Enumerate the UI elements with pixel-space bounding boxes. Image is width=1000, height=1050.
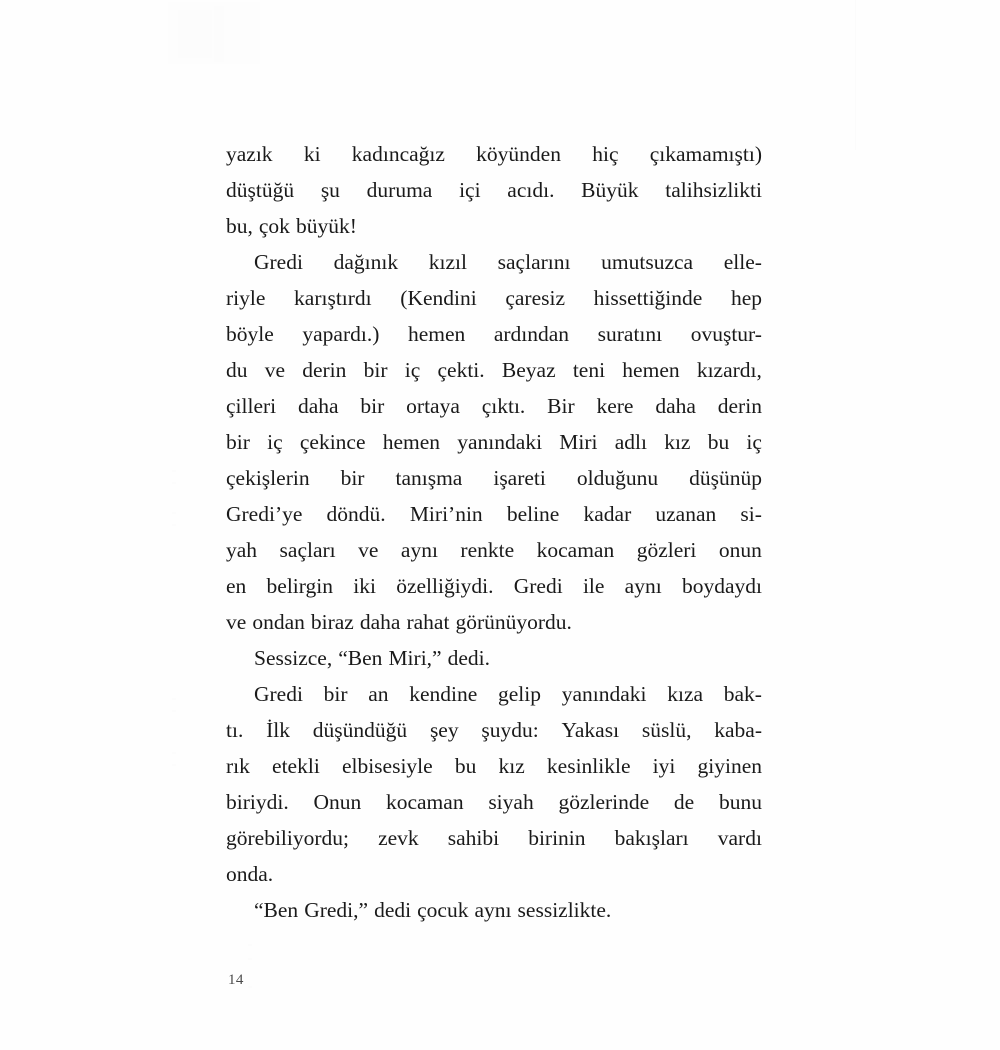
word: dedi. (447, 646, 491, 670)
word: özelliğiydi. (396, 574, 494, 598)
word: iç (404, 358, 421, 382)
word: iyi (652, 754, 676, 778)
word: hep (730, 286, 762, 310)
word: ovuştur- (690, 322, 762, 346)
word: daha (297, 394, 339, 418)
word: gözlerinde (558, 790, 650, 814)
word: kıza (667, 682, 704, 706)
word: şu (320, 178, 340, 202)
word: Sessizce, (254, 646, 333, 670)
word: şey (429, 718, 459, 742)
word: (Kendini (400, 286, 477, 310)
text-line (226, 784, 762, 820)
word: rahat (406, 610, 450, 634)
word: kocaman (536, 538, 615, 562)
word: zevk (378, 826, 419, 850)
text-line (226, 568, 762, 604)
word: Onun (313, 790, 362, 814)
text-line (226, 244, 762, 280)
word: tanışma (395, 466, 463, 490)
word: kocaman (385, 790, 464, 814)
word: vardı (717, 826, 762, 850)
scan-speck (172, 764, 176, 766)
word: duruma (366, 178, 433, 202)
word: talihsizlikti (665, 178, 762, 202)
word: kadıncağız (351, 142, 445, 166)
word: birinin (528, 826, 586, 850)
text-line (226, 316, 762, 352)
word: biraz (310, 610, 354, 634)
word: kız (664, 430, 691, 454)
word: en (226, 574, 247, 598)
word: hemen (622, 358, 680, 382)
word: çekti. (437, 358, 485, 382)
word: döndü. (326, 502, 386, 526)
word: Miri (559, 430, 598, 454)
scan-speck (172, 710, 176, 712)
word: onun (718, 538, 762, 562)
word: hemen (407, 322, 466, 346)
word: aynı (624, 574, 662, 598)
body-text (226, 136, 762, 928)
word: Gredi (254, 682, 303, 706)
text-line (226, 676, 762, 712)
word: bir (363, 358, 388, 382)
word: elle- (723, 250, 762, 274)
word: aynı (400, 538, 438, 562)
word: ki (303, 142, 321, 166)
word: kız (498, 754, 525, 778)
word: Miri,” (388, 646, 442, 670)
text-line (226, 424, 762, 460)
text-line (226, 460, 762, 496)
word: si- (740, 502, 762, 526)
page-number: 14 (228, 972, 244, 988)
word: Gredi’ye (226, 502, 303, 526)
word: tı. (226, 718, 244, 742)
text-line (226, 892, 762, 928)
word: çıktı. (481, 394, 526, 418)
word: iki (353, 574, 376, 598)
word: çaresiz (505, 286, 566, 310)
word: uzanan (655, 502, 717, 526)
word: siyah (488, 790, 534, 814)
word: hemen (382, 430, 441, 454)
text-line (226, 496, 762, 532)
word: kesinlikle (546, 754, 631, 778)
word: teni (572, 358, 606, 382)
scan-speck (248, 958, 252, 960)
word: bu, (226, 214, 253, 238)
scan-seam (855, 0, 856, 150)
word: ile (582, 574, 605, 598)
word: giyinen (697, 754, 762, 778)
word: bak- (723, 682, 762, 706)
text-line (226, 172, 762, 208)
text-line (226, 532, 762, 568)
word: büyük! (295, 214, 357, 238)
scan-speck (172, 470, 176, 472)
word: bir (360, 394, 385, 418)
word: yazık (226, 142, 273, 166)
word: umutsuzca (601, 250, 694, 274)
word: şuydu: (481, 718, 539, 742)
word: çilleri (226, 394, 277, 418)
word: gözleri (636, 538, 697, 562)
scan-speck (248, 986, 252, 988)
word: Gredi,” (304, 898, 369, 922)
text-line (226, 388, 762, 424)
word: iç (267, 430, 283, 454)
word: sahibi (447, 826, 500, 850)
word: ardından (493, 322, 570, 346)
scan-artifact (214, 6, 224, 62)
word: Gredi (513, 574, 563, 598)
word: onda. (226, 862, 274, 886)
word: görebiliyordu; (226, 826, 350, 850)
word: biriydi. (226, 790, 289, 814)
word: kere (596, 394, 634, 418)
word: iç (746, 430, 762, 454)
word: daha (359, 610, 401, 634)
word: yanındaki (561, 682, 647, 706)
word: dağınık (333, 250, 399, 274)
word: Gredi (254, 250, 303, 274)
text-line (226, 604, 762, 640)
word: süslü, (641, 718, 692, 742)
scan-speck (172, 752, 176, 754)
word: adlı (614, 430, 647, 454)
word: de (673, 790, 695, 814)
scan-speck (172, 524, 176, 526)
word: düşünüp (689, 466, 762, 490)
word: an (368, 682, 389, 706)
word: yapardı.) (302, 322, 380, 346)
text-line (226, 748, 762, 784)
word: yah (226, 538, 258, 562)
word: içi (459, 178, 481, 202)
word: saçları (279, 538, 336, 562)
word: Bir (547, 394, 575, 418)
word: işareti (493, 466, 546, 490)
word: çocuk (417, 898, 469, 922)
text-line (226, 352, 762, 388)
text-line (226, 640, 762, 676)
text-line (226, 712, 762, 748)
word: Beyaz (501, 358, 556, 382)
word: aynı (474, 898, 512, 922)
text-line (226, 208, 762, 244)
word: böyle (226, 322, 274, 346)
word: olduğunu (576, 466, 659, 490)
word: İlk (266, 718, 290, 742)
word: beline (506, 502, 560, 526)
scan-speck (172, 698, 176, 700)
word: renkte (460, 538, 515, 562)
scan-speck (172, 512, 176, 514)
word: kızardı, (696, 358, 762, 382)
word: gelip (498, 682, 542, 706)
word: bakışları (614, 826, 689, 850)
word: bir (226, 430, 250, 454)
word: kızıl (428, 250, 467, 274)
word: Büyük (581, 178, 639, 202)
word: ve (226, 610, 247, 634)
word: acıdı. (507, 178, 555, 202)
word: dedi (374, 898, 412, 922)
word: sessizlikte. (517, 898, 612, 922)
word: boydaydı (681, 574, 762, 598)
word: ve (264, 358, 286, 382)
word: riyle (226, 286, 266, 310)
word: bu (707, 430, 730, 454)
word: ondan (252, 610, 305, 634)
word: ve (358, 538, 379, 562)
word: köyünden (476, 142, 561, 166)
word: daha (655, 394, 696, 418)
scan-artifact (168, 2, 260, 64)
scan-speck (248, 944, 252, 946)
word: hissettiğinde (593, 286, 703, 310)
word: kendine (409, 682, 478, 706)
text-line (226, 136, 762, 172)
word: karıştırdı (294, 286, 372, 310)
word: çekişlerin (226, 466, 310, 490)
word: derin (302, 358, 347, 382)
word: çekince (299, 430, 366, 454)
word: Yakası (561, 718, 620, 742)
word: düşündüğü (312, 718, 408, 742)
word: “Ben (338, 646, 383, 670)
word: Miri’nin (409, 502, 483, 526)
word: du (226, 358, 248, 382)
word: görünüyordu. (455, 610, 572, 634)
word: saçlarını (497, 250, 571, 274)
text-line (226, 820, 762, 856)
scan-speck (172, 482, 176, 484)
word: kaba- (714, 718, 762, 742)
word: rık (226, 754, 250, 778)
word: bir (323, 682, 348, 706)
scan-artifact (178, 10, 212, 58)
word: “Ben (254, 898, 299, 922)
word: bir (340, 466, 365, 490)
word: etekli (272, 754, 320, 778)
text-line (226, 856, 762, 892)
word: bunu (718, 790, 762, 814)
word: yanındaki (457, 430, 543, 454)
word: derin (717, 394, 762, 418)
word: ortaya (406, 394, 460, 418)
word: çok (258, 214, 290, 238)
word: suratını (597, 322, 663, 346)
word: bu (454, 754, 477, 778)
word: düştüğü (226, 178, 295, 202)
word: hiç (592, 142, 619, 166)
word: çıkamamıştı) (649, 142, 762, 166)
text-line (226, 280, 762, 316)
word: belirgin (266, 574, 334, 598)
word: elbisesiyle (341, 754, 433, 778)
word: kadar (583, 502, 632, 526)
